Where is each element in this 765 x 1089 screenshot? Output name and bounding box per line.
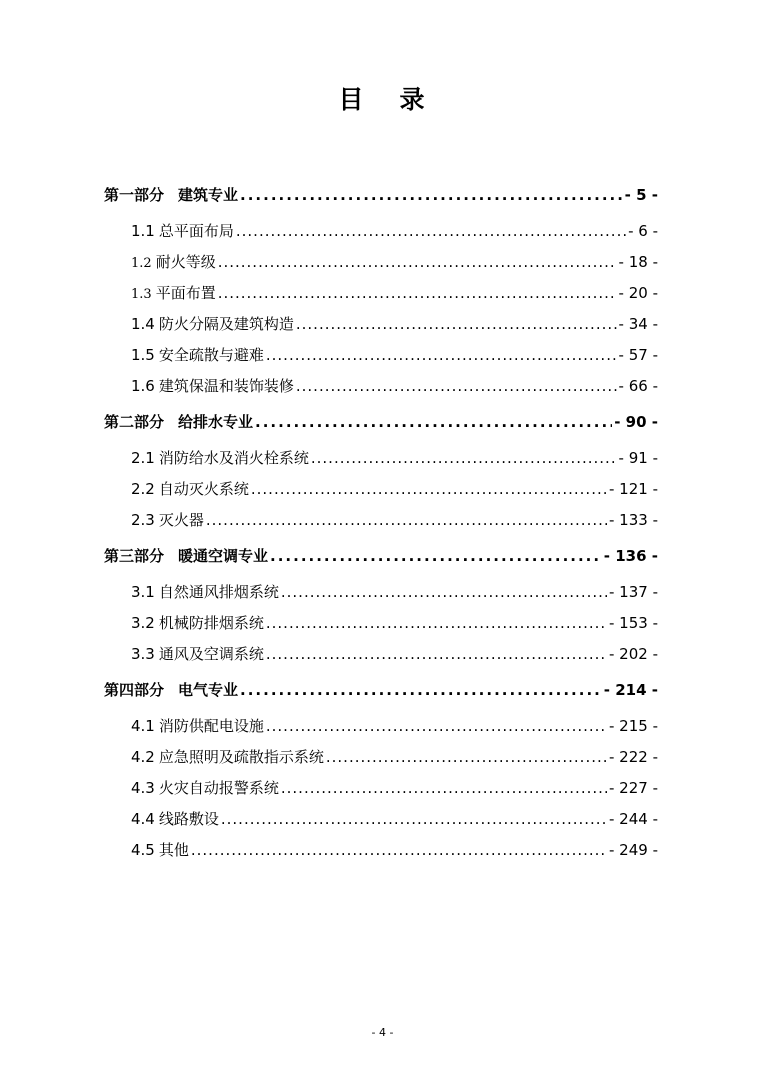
toc-leader-dots <box>311 443 617 474</box>
toc-entry-number: 4.2 <box>131 748 155 766</box>
toc-entry-number: 1.1 <box>131 222 155 240</box>
toc-entry-number: 2.3 <box>131 511 155 529</box>
toc-leader-dots <box>326 742 607 773</box>
toc-entry-1-3[interactable] <box>104 278 658 309</box>
toc-leader-dots <box>281 773 607 804</box>
title-char-1: 目 <box>338 85 366 114</box>
toc-page-number: - 202 - <box>609 645 658 663</box>
toc-page-number: - 137 - <box>609 583 658 601</box>
toc-page-number: - 249 - <box>609 841 658 859</box>
toc-entry-1-4[interactable] <box>104 309 658 340</box>
toc-entry-3-2[interactable] <box>104 608 658 639</box>
toc-leader-dots <box>266 340 617 371</box>
toc-page-number: - 5 - <box>624 186 658 204</box>
toc-entry-label: 灭火器 <box>158 511 204 529</box>
toc-entry-label: 应急照明及疏散指示系统 <box>158 748 324 766</box>
toc-entry-label: 消防给水及消火栓系统 <box>158 449 309 467</box>
table-of-contents <box>104 178 658 866</box>
toc-page-number: - 227 - <box>609 779 658 797</box>
toc-part-3[interactable] <box>104 541 658 571</box>
toc-entry-2-1[interactable] <box>104 443 658 474</box>
toc-leader-dots <box>270 541 602 571</box>
toc-page-number: - 136 - <box>603 547 658 565</box>
toc-leader-dots <box>221 804 607 835</box>
toc-entry-number: 3.2 <box>131 614 155 632</box>
toc-leader-dots <box>191 835 607 866</box>
toc-entry-4-3[interactable] <box>104 773 658 804</box>
toc-entry-number: 3.3 <box>131 645 155 663</box>
toc-entry-label: 线路敷设 <box>158 810 219 828</box>
toc-leader-dots <box>281 577 607 608</box>
toc-part-2[interactable] <box>104 407 658 437</box>
toc-leader-dots <box>240 675 602 705</box>
toc-page-number: - 6 - <box>628 222 658 240</box>
toc-entry-number: 3.1 <box>131 583 155 601</box>
toc-leader-dots <box>240 180 623 210</box>
toc-leader-dots <box>266 711 607 742</box>
toc-entry-label: 自动灭火系统 <box>158 480 249 498</box>
toc-part-number: 第四部分 <box>104 681 165 699</box>
toc-entry-number: 2.1 <box>131 449 155 467</box>
toc-entry-1-5[interactable] <box>104 340 658 371</box>
toc-entry-number: 2.2 <box>131 480 155 498</box>
toc-part-label: 给排水专业 <box>178 413 254 431</box>
toc-entry-label: 安全疏散与避难 <box>158 346 264 364</box>
toc-page-number: - 215 - <box>609 717 658 735</box>
toc-part-label: 电气专业 <box>178 681 239 699</box>
toc-entry-3-3[interactable] <box>104 639 658 670</box>
toc-page-number: - 133 - <box>609 511 658 529</box>
toc-entry-label: 自然通风排烟系统 <box>158 583 279 601</box>
toc-entry-1-6[interactable] <box>104 371 658 402</box>
toc-entry-label: 机械防排烟系统 <box>158 614 264 632</box>
toc-entry-4-2[interactable] <box>104 742 658 773</box>
toc-entry-number: 1.6 <box>131 377 155 395</box>
toc-page-number: - 214 - <box>603 681 658 699</box>
toc-entry-label: 消防供配电设施 <box>158 717 264 735</box>
page-footer-number: - 4 - <box>371 1026 394 1039</box>
toc-part-1[interactable] <box>104 180 658 210</box>
toc-leader-dots <box>236 216 626 247</box>
toc-entry-label: 平面布置 <box>155 284 216 302</box>
toc-page-number: - 18 - <box>618 253 658 271</box>
toc-entry-number: 1.2 <box>131 256 152 271</box>
toc-leader-dots <box>255 407 612 437</box>
toc-entry-label: 建筑保温和装饰装修 <box>158 377 294 395</box>
toc-entry-number: 1.4 <box>131 315 155 333</box>
toc-leader-dots <box>206 505 607 536</box>
toc-leader-dots <box>266 608 607 639</box>
toc-entry-number: 1.3 <box>131 287 152 302</box>
toc-page-number: - 90 - <box>614 413 658 431</box>
toc-part-number: 第一部分 <box>104 186 165 204</box>
toc-entry-number: 4.4 <box>131 810 155 828</box>
toc-entry-4-5[interactable] <box>104 835 658 866</box>
toc-entry-label: 防火分隔及建筑构造 <box>158 315 294 333</box>
toc-entry-1-2[interactable] <box>104 247 658 278</box>
title-char-2: 录 <box>399 85 427 114</box>
toc-entry-label: 耐火等级 <box>155 253 216 271</box>
toc-page-number: - 153 - <box>609 614 658 632</box>
toc-entry-4-1[interactable] <box>104 711 658 742</box>
toc-page-number: - 34 - <box>618 315 658 333</box>
toc-leader-dots <box>218 278 617 309</box>
toc-leader-dots <box>218 247 617 278</box>
toc-page-number: - 222 - <box>609 748 658 766</box>
toc-leader-dots <box>251 474 607 505</box>
toc-entry-label: 通风及空调系统 <box>158 645 264 663</box>
toc-page-number: - 20 - <box>618 284 658 302</box>
toc-leader-dots <box>266 639 607 670</box>
toc-page-number: - 91 - <box>618 449 658 467</box>
toc-entry-number: 4.3 <box>131 779 155 797</box>
toc-page-number: - 66 - <box>618 377 658 395</box>
toc-leader-dots <box>296 309 617 340</box>
toc-part-label: 建筑专业 <box>178 186 239 204</box>
toc-entry-2-2[interactable] <box>104 474 658 505</box>
toc-page-number: - 121 - <box>609 480 658 498</box>
toc-entry-2-3[interactable] <box>104 505 658 536</box>
toc-part-label: 暖通空调专业 <box>178 547 269 565</box>
toc-entry-4-4[interactable] <box>104 804 658 835</box>
toc-entry-label: 其他 <box>158 841 189 859</box>
toc-leader-dots <box>296 371 617 402</box>
toc-part-number: 第二部分 <box>104 413 165 431</box>
toc-entry-label: 总平面布局 <box>158 222 234 240</box>
toc-part-number: 第三部分 <box>104 547 165 565</box>
toc-entry-label: 火灾自动报警系统 <box>158 779 279 797</box>
toc-entry-3-1[interactable] <box>104 577 658 608</box>
toc-entry-number: 1.5 <box>131 346 155 364</box>
toc-entry-1-1[interactable] <box>104 216 658 247</box>
toc-entry-number: 4.1 <box>131 717 155 735</box>
page-title <box>0 80 765 116</box>
toc-entry-number: 4.5 <box>131 841 155 859</box>
toc-page-number: - 244 - <box>609 810 658 828</box>
toc-page-number: - 57 - <box>618 346 658 364</box>
toc-part-4[interactable] <box>104 675 658 705</box>
